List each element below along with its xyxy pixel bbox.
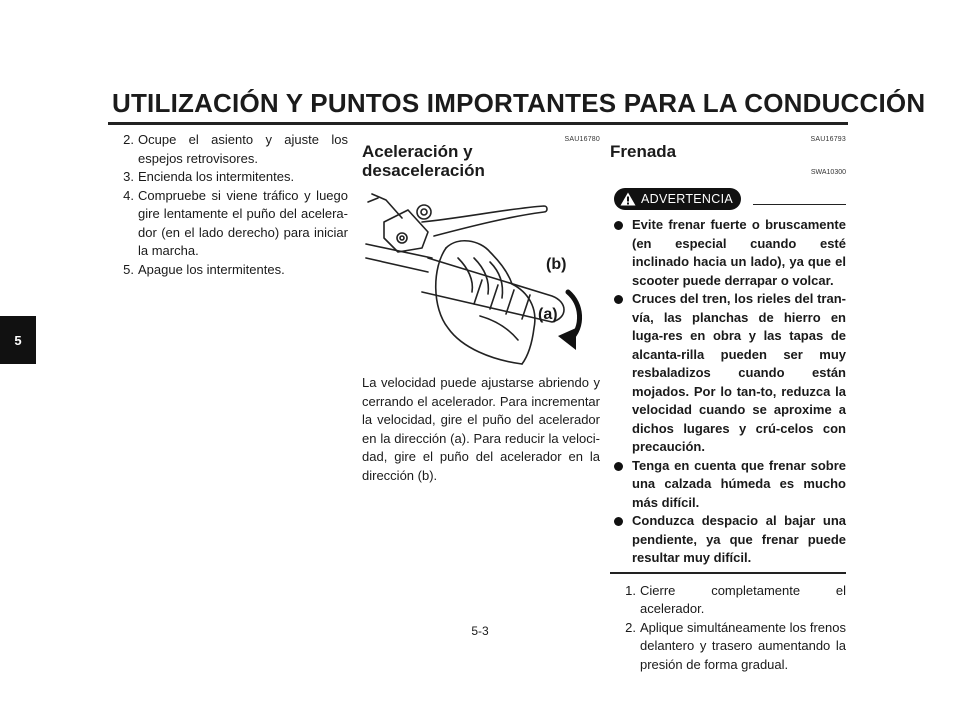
warning-triangle-icon [620, 192, 636, 206]
bullet-icon [614, 462, 623, 471]
list-item: 3. Encienda los intermitentes. [123, 169, 295, 184]
warning-label: ADVERTENCIA [641, 191, 733, 206]
list-item: 1. Cierre completamente el acelerador. [625, 582, 846, 616]
steps-list-braking [610, 582, 846, 675]
list-item: 2. Aplique simultáneamente los frenos delantero y trasero aumentando la presión de forma gradual. [625, 619, 846, 672]
list-item: Tenga en cuenta que frenar sobre una calzada húmeda es mucho más difícil. [610, 457, 846, 513]
list-item: 4. Compruebe si viene tráfico y luego gire lentamente el puño del acelera-dor (en el lado derecho) para iniciar la marcha. [123, 187, 348, 258]
figure-label-b: (b) [546, 256, 567, 273]
bullet-icon [614, 295, 623, 304]
column-2 [362, 131, 600, 485]
header-rule [108, 122, 848, 125]
list-item: Evite frenar fuerte o bruscamente (en especial cuando esté inclinado hacia un lado), ya que el scooter puede derrapar o volcar. [610, 216, 846, 290]
warning-list [610, 216, 846, 568]
warning-end-rule [610, 572, 846, 574]
chapter-number: 5 [14, 332, 22, 348]
column-1 [108, 131, 348, 279]
warning-badge [614, 188, 741, 210]
list-item: Conduzca despacio al bajar una pendiente, ya que frenar puede resultar muy difícil. [610, 512, 846, 568]
page-header-title: UTILIZACIÓN Y PUNTOS IMPORTANTES PARA LA CONDUCCIÓN [112, 88, 926, 118]
bullet-icon [614, 517, 623, 526]
acceleration-body: La velocidad puede ajustarse abriendo y cerrando el acelerador. Para incrementar la velocidad, gire el puño del acelerador en la dirección (a). Para reducir la veloci-dad, gire el puño del acelerador en la dirección (b). [362, 375, 600, 483]
throttle-hand-drawing [362, 188, 600, 368]
throttle-illustration [362, 188, 600, 368]
section-code: SAU16780 [564, 136, 600, 143]
warning-code: SWA10300 [810, 168, 846, 176]
column-3 [610, 131, 846, 674]
steps-list-1 [108, 131, 348, 279]
section-title-acceleration: Aceleración y desaceleración [362, 142, 485, 180]
list-item: 2. Ocupe el asiento y ajuste los espejos retrovisores. [123, 132, 348, 166]
page-number: 5-3 [471, 624, 489, 638]
list-item: 5. Apague los intermitentes. [123, 261, 285, 277]
section-code: SAU16793 [810, 136, 846, 143]
bullet-icon [614, 221, 623, 230]
warning-header [610, 188, 846, 210]
list-item: Cruces del tren, los rieles del tran-vía, las planchas de hierro en luga-res en obra y las tapas de alcanta-rilla pueden ser muy resbaladizos cuando están mojados. Por lo tan-to, reduzca la velocidad cuando se aproxime a dichos lugares y crú-celos con precaución. [610, 290, 846, 457]
warning-rule [753, 204, 846, 205]
section-title-braking: Frenada [610, 142, 677, 161]
figure-label-a: (a) [538, 306, 558, 323]
chapter-tab [0, 316, 36, 364]
